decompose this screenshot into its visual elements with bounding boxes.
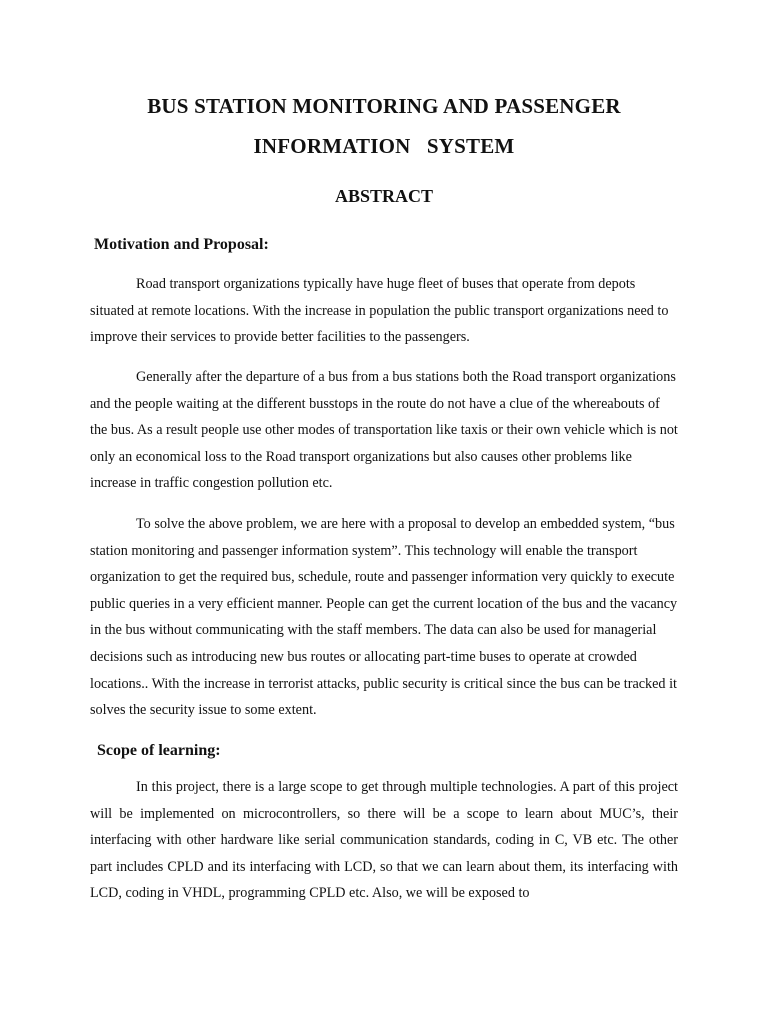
paragraph-scope-1: In this project, there is a large scope to get through multiple technologies. A part of this project will be implemented on microcontrollers, so there will be a scope to learn about MUC’s, their interfacing with other hardware like serial communication standards, coding in C, VB etc. The other part includes CPLD and its interfacing with LCD, so that we can learn about them, its interfacing with LCD, coding in VHDL, programming CPLD etc. Also, we will be exposed to [90, 779, 678, 902]
paragraph-motivation-1: Road transport organizations typically have huge fleet of buses that operate from depots situated at remote locations. With the increase in population the public transport organizations need to improve their services to provide better facilities to the passengers. [90, 276, 669, 346]
paragraph-motivation-3: To solve the above problem, we are here with a proposal to develop an embedded system, “bus station monitoring and passenger information system”. This technology will enable the transport organization to get the required bus, schedule, route and passenger information very quickly to execute public queries in a very efficient manner. People can get the current location of the bus and the vacancy in the bus without communicating with the staff members. The data can also be used for managerial decisions such as introducing new bus routes or allocating part-time buses to operate at crowded locations.. With the increase in terrorist attacks, public security is critical since the bus can be tracked it solves the security issue to some extent. [90, 516, 678, 719]
abstract-heading: ABSTRACT [334, 186, 434, 206]
section-heading-scope: Scope of learning: [97, 742, 221, 759]
document-title-line-1: BUS STATION MONITORING AND PASSENGER [147, 94, 621, 118]
paragraph-motivation-2: Generally after the departure of a bus from a bus stations both the Road transport organizations and the people waiting at the different busstops in the route do not have a clue of the whereabouts of the bus. As a result people use other modes of transportation like taxis or their own vehicle which is not only an economical loss to the Road transport organizations but also causes other problems like increase in traffic congestion pollution etc. [90, 369, 678, 492]
document-title-line-2: INFORMATION SYSTEM [253, 134, 515, 158]
section-heading-motivation: Motivation and Proposal: [94, 236, 269, 253]
